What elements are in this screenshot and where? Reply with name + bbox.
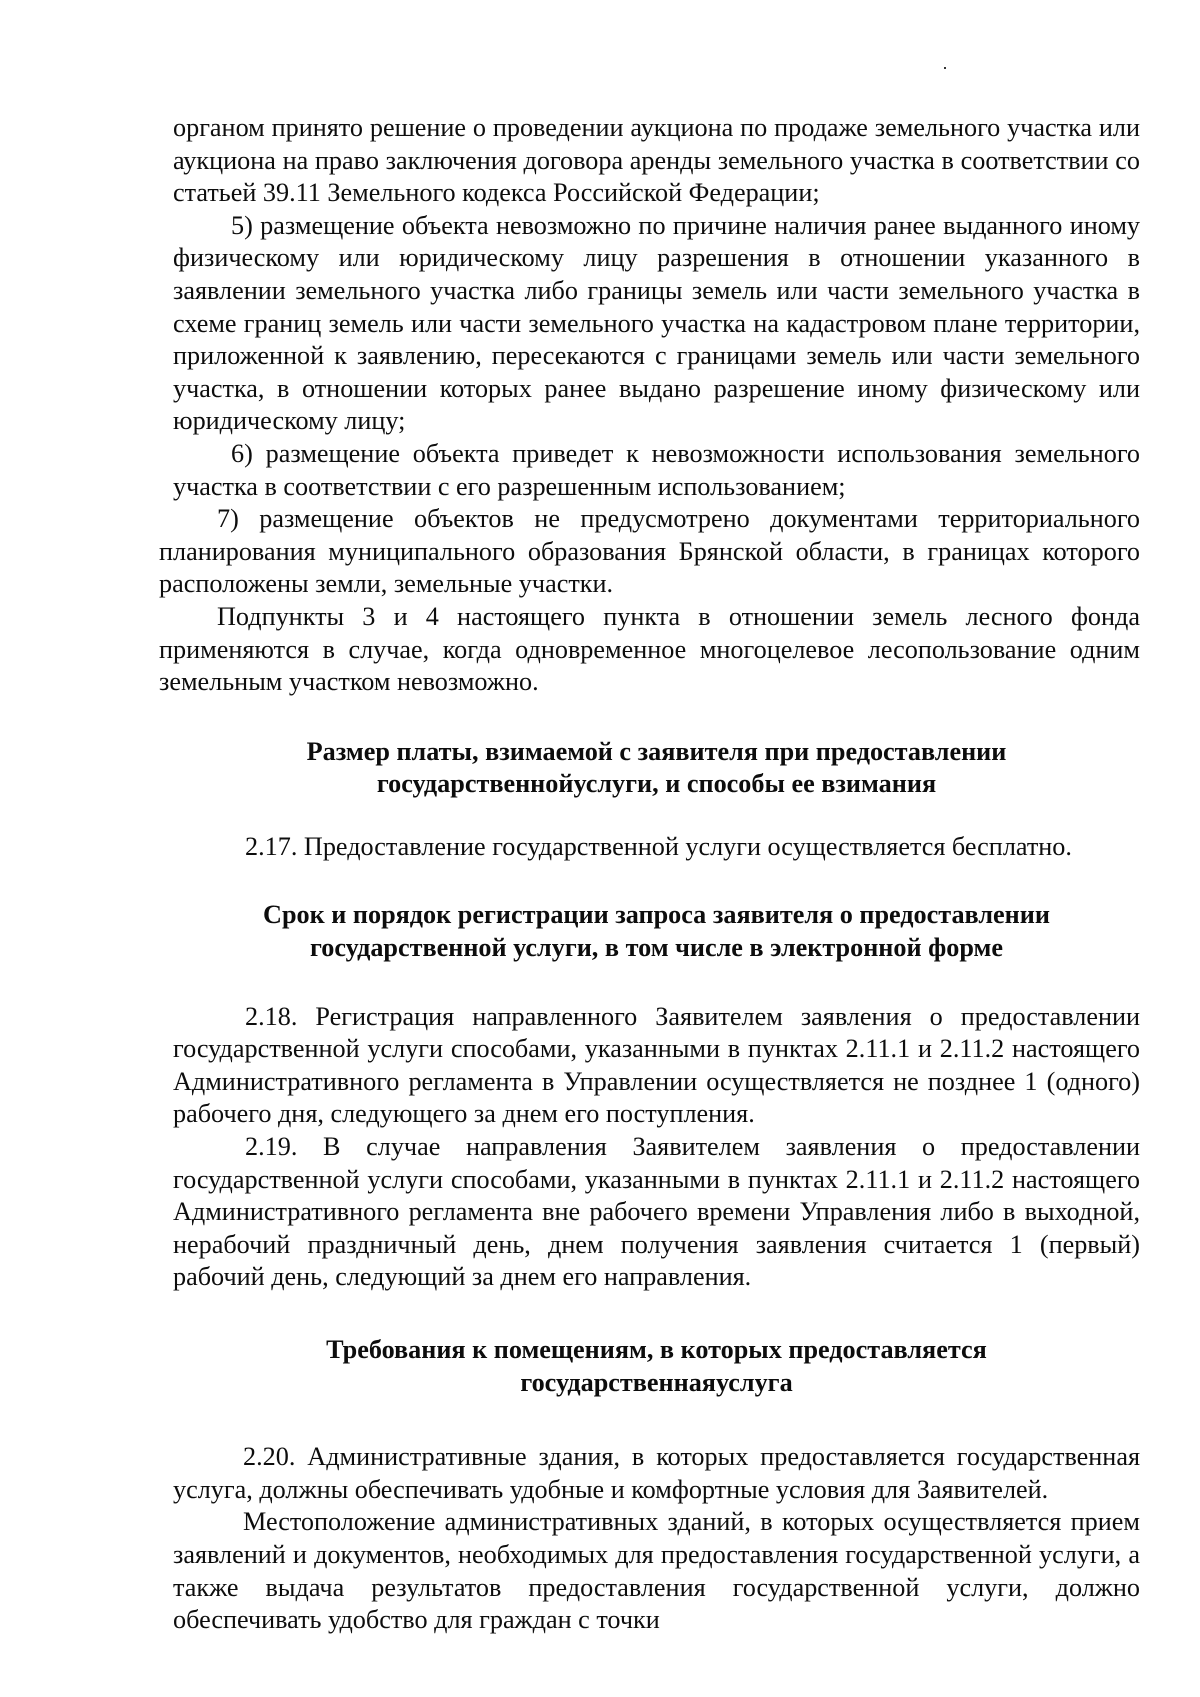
paragraph-2-19: 2.19. В случае направления Заявителем заявления о предоставлении государственной услуги способами, указанными в пунктах 2.11.1 и 2.11.2 настоящего Административного регламента вне рабочего времени Управления либо в выходной, нерабочий праздничный день, днем получения заявления считается 1 (первый) рабочий день, следующий за днем его направления.: [173, 1132, 1140, 1292]
heading-premises-line-1: Требования к помещениям, в которых предоставляется: [326, 1335, 987, 1364]
heading-fee: [173, 736, 1140, 801]
paragraph-2-18: 2.18. Регистрация направленного Заявителем заявления о предоставлении государственной услуги способами, указанными в пунктах 2.11.1 и 2.11.2 настоящего Административного регламента в Управлении осуществляется не позднее 1 (одного) рабочего дня, следующего за днем его поступления.: [173, 1001, 1140, 1129]
paragraph-item-6: 6) размещение объекта приведет к невозможности использования земельного участка в соответствии с его разрешенным использованием;: [173, 438, 1140, 501]
paragraph-item-5: 5) размещение объекта невозможно по причине наличия ранее выданного иному физическому или юридическому лицу разрешения в отношении указанного в заявлении земельного участка либо границы земель или части земельного участка в схеме границ земель или части земельного участка на кадастровом плане территории, приложенной к заявлению, пересекаются с границами земель или части земельного участка, в отношении которых ранее выдано разрешение иному физическому или юридическому лицу;: [173, 210, 1140, 436]
paragraph-2-17: 2.17. Предоставление государственной услуги осуществляется бесплатно.: [245, 831, 1072, 861]
paragraph-location: Местоположение административных зданий, в которых осуществляется прием заявлений и документов, необходимых для предоставления государственной услуги, а также выдача результатов предоставления государственной услуги, должно обеспечивать удобство для граждан с точки: [173, 1507, 1140, 1635]
document-body: [159, 112, 1140, 1637]
paragraph-continuation: органом принято решение о проведении аукциона по продаже земельного участка или аукциона на право заключения договора аренды земельного участка в соответствии со статьей 39.11 Земельного кодекса Российской Федерации;: [173, 113, 1140, 208]
scan-speck: [944, 67, 946, 69]
heading-premises-line-2: государственнаяуслуга: [520, 1367, 793, 1397]
heading-fee-line-1: Размер платы, взимаемой с заявителя при предоставлении: [306, 736, 1007, 766]
paragraph-subclauses-note: Подпункты 3 и 4 настоящего пункта в отношении земель лесного фонда применяются в случае, когда одновременное многоцелевое лесопользование одним земельным участком невозможно.: [159, 601, 1140, 697]
heading-registration-line-2: государственной услуги, в том числе в электронной форме: [310, 933, 1003, 963]
heading-fee-line-2: государственнойуслуги, и способы ее взимания: [376, 769, 937, 799]
heading-premises: [173, 1334, 1140, 1399]
heading-registration: [173, 899, 1140, 964]
heading-registration-line-1: Срок и порядок регистрации запроса заявителя о предоставлении: [263, 900, 1050, 930]
paragraph-2-20: 2.20. Административные здания, в которых предоставляется государственная услуга, должны обеспечивать удобные и комфортные условия для Заявителей.: [173, 1442, 1140, 1504]
paragraph-item-7: 7) размещение объектов не предусмотрено документами территориального планирования муниципального образования Брянской области, в границах которого расположены земли, земельные участки.: [159, 504, 1140, 599]
